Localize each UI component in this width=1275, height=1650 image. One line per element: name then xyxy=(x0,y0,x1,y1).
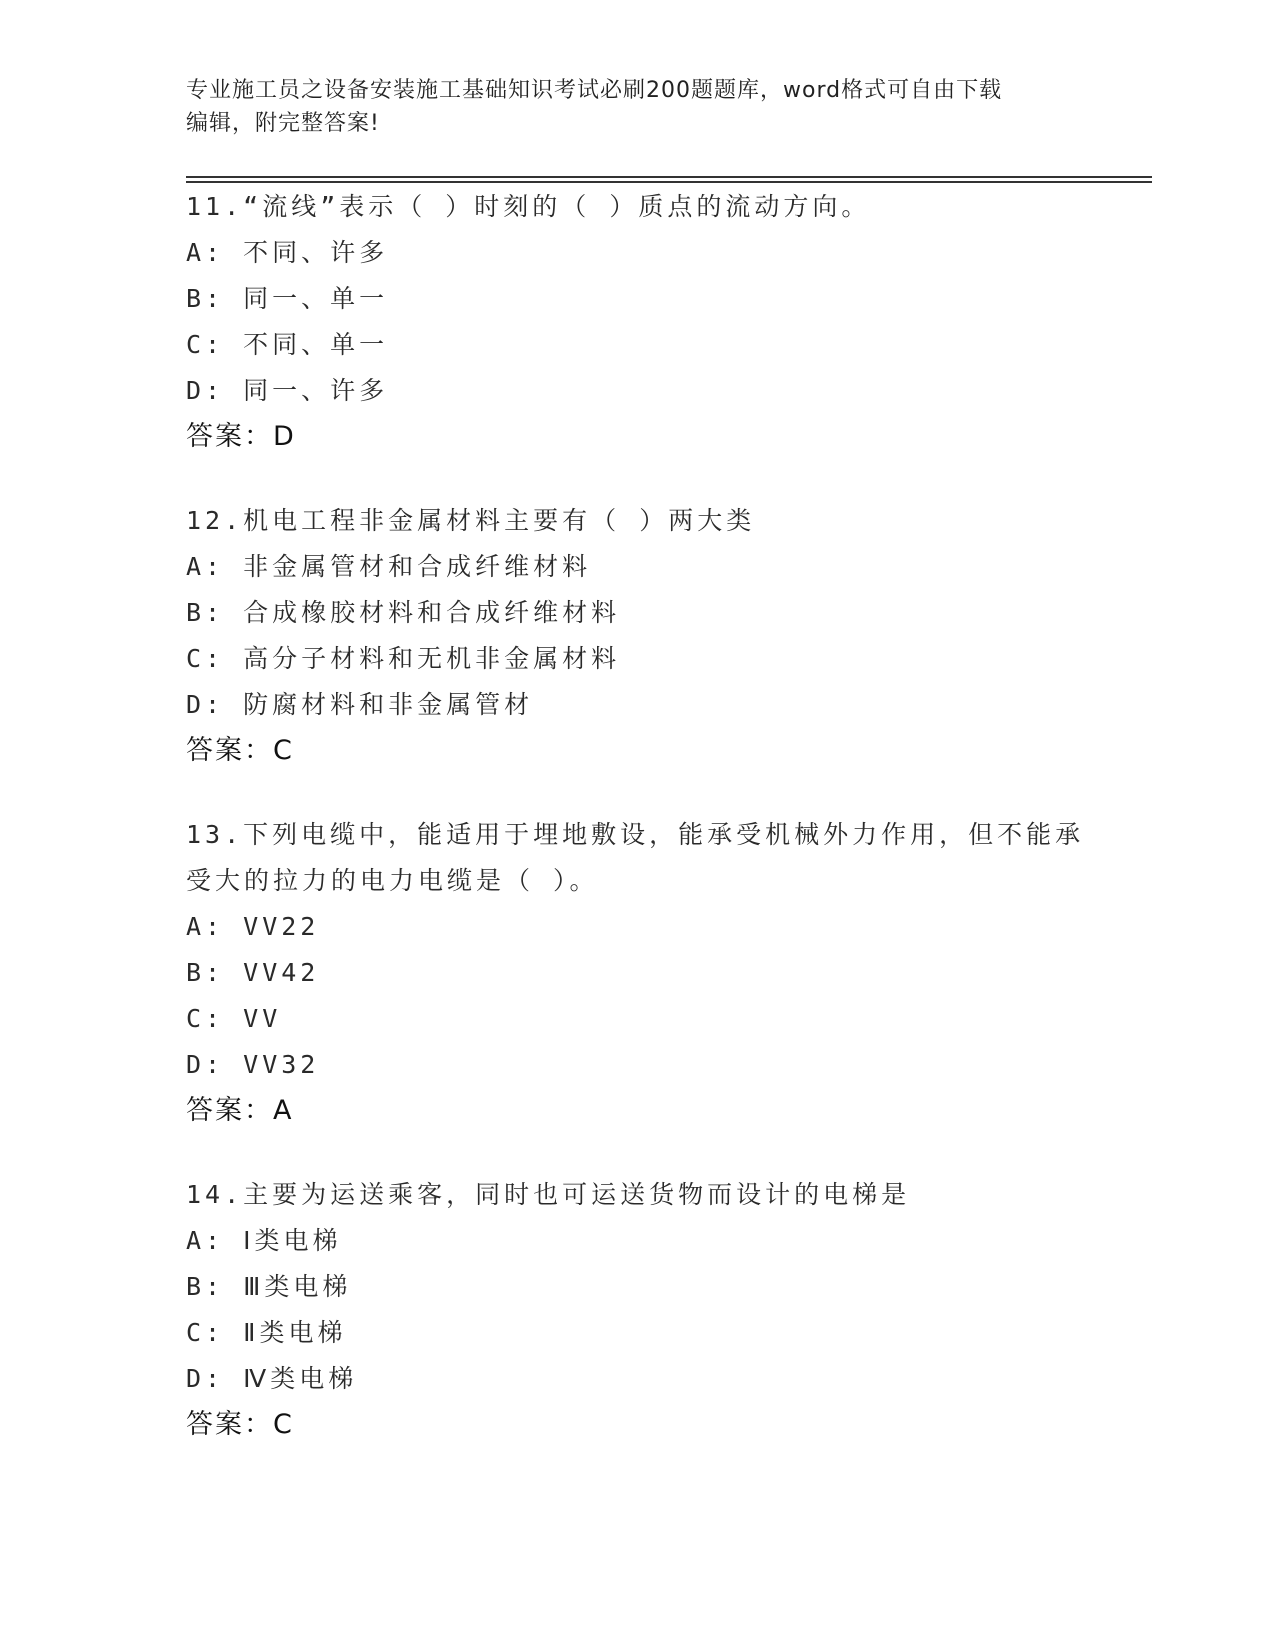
question-text: 11.“流线”表示（ ）时刻的（ ）质点的流动方向。 xyxy=(186,192,871,221)
option-d: D: 防腐材料和非金属管材 xyxy=(186,690,534,719)
option-c: C: 高分子材料和无机非金属材料 xyxy=(186,644,621,673)
answer-value: C xyxy=(273,735,294,766)
answer-line xyxy=(186,1088,1086,1134)
answer-line xyxy=(186,1402,1086,1448)
option-d: D: VV32 xyxy=(186,1050,320,1079)
option-a: A: Ⅰ类电梯 xyxy=(186,1226,342,1255)
answer-label: 答案： xyxy=(186,1095,273,1126)
option-a: A: 非金属管材和合成纤维材料 xyxy=(186,552,592,581)
answer-label: 答案： xyxy=(186,735,273,766)
header-line-1: 专业施工员之设备安装施工基础知识考试必刷200题题库，word格式可自由下载 xyxy=(186,78,1003,103)
question-text: 12.机电工程非金属材料主要有（ ）两大类 xyxy=(186,506,756,535)
answer-value: D xyxy=(273,421,296,452)
option-b: B: 同一、单一 xyxy=(186,284,389,313)
question-11 xyxy=(186,184,1086,460)
question-text-line-1: 13.下列电缆中，能适用于埋地敷设，能承受机械外力作用，但不能承 xyxy=(186,820,1085,849)
option-c: C: Ⅱ类电梯 xyxy=(186,1318,347,1347)
answer-label: 答案： xyxy=(186,421,273,452)
option-c: C: 不同、单一 xyxy=(186,330,389,359)
answer-line xyxy=(186,728,1086,774)
option-c: C: VV xyxy=(186,1004,282,1033)
option-b: B: VV42 xyxy=(186,958,320,987)
option-b: B: Ⅲ类电梯 xyxy=(186,1272,352,1301)
option-b: B: 合成橡胶材料和合成纤维材料 xyxy=(186,598,621,627)
answer-line xyxy=(186,414,1086,460)
question-text: 14.主要为运送乘客，同时也可运送货物而设计的电梯是 xyxy=(186,1180,911,1209)
header-line-2: 编辑，附完整答案! xyxy=(186,111,380,136)
question-14 xyxy=(186,1172,1086,1448)
answer-value: A xyxy=(273,1095,294,1126)
question-12 xyxy=(186,498,1086,774)
header-divider-top xyxy=(186,176,1152,178)
question-text-line-2: 受大的拉力的电力电缆是（ ）。 xyxy=(186,866,599,895)
option-a: A: 不同、许多 xyxy=(186,238,389,267)
header-divider-bottom xyxy=(186,181,1152,183)
answer-value: C xyxy=(273,1409,294,1440)
answer-label: 答案： xyxy=(186,1409,273,1440)
option-a: A: VV22 xyxy=(186,912,320,941)
document-header xyxy=(186,74,1066,140)
question-13 xyxy=(186,812,1086,1134)
option-d: D: Ⅳ类电梯 xyxy=(186,1364,358,1393)
option-d: D: 同一、许多 xyxy=(186,376,389,405)
